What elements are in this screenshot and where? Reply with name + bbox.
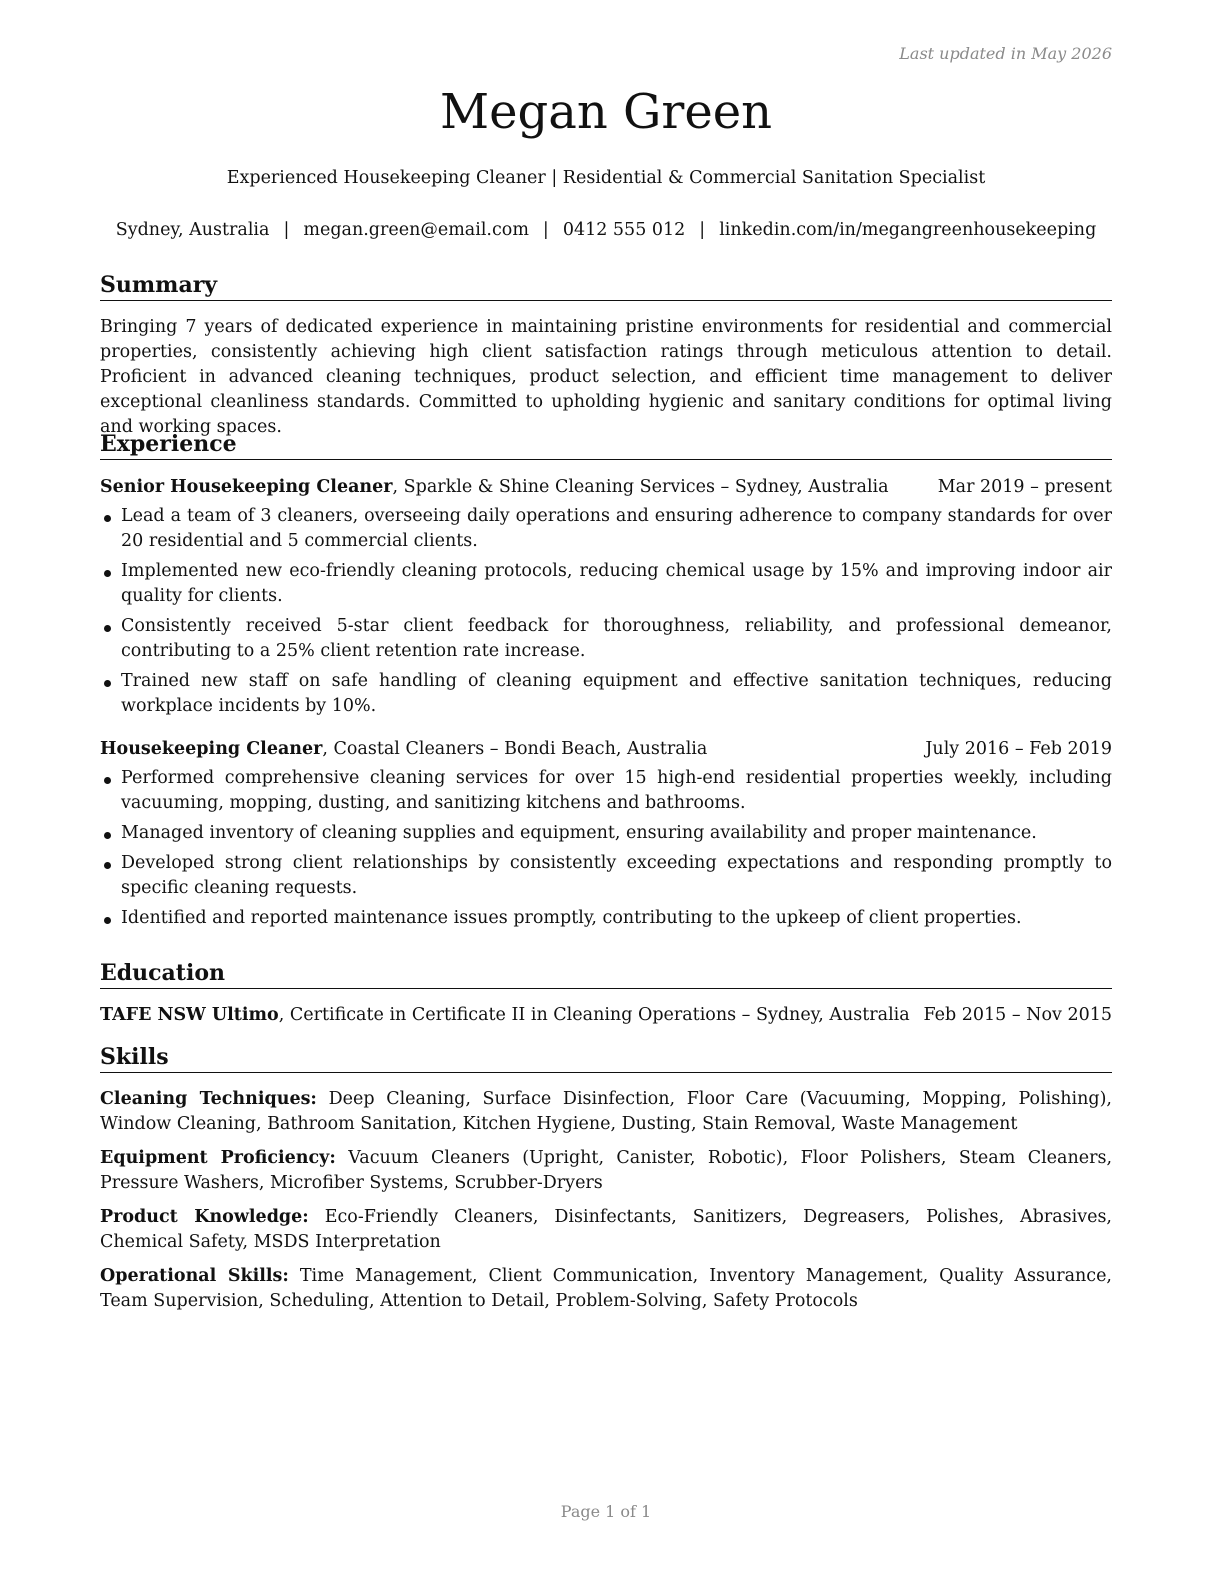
bullet-text: Performed comprehensive cleaning services for over 15 high-end residential properties weekly, including vacuuming, mopping, dusting, and sanitizing kitchens and bathrooms. <box>121 768 1112 813</box>
bullet-item <box>100 766 1112 816</box>
job-header <box>100 737 1112 762</box>
skill-values: Vacuum Cleaners (Upright, Canister, Robotic), Floor Polishers, Steam Cleaners, Pressure Washers, Microfiber Systems, Scrubber-Dryers <box>100 1148 1113 1193</box>
skills-section <box>100 1044 1112 1323</box>
skill-values: Deep Cleaning, Surface Disinfection, Floor Care (Vacuuming, Mopping, Polishing), Window Cleaning, Bathroom Sanitation, Kitchen Hygiene, Dusting, Stain Removal, Waste Management <box>100 1089 1112 1134</box>
bullet-icon <box>104 917 111 924</box>
contact-line <box>80 220 1132 240</box>
skill-category: Equipment Proficiency: <box>100 1148 336 1168</box>
contact-email[interactable]: megan.green@email.com <box>303 220 529 240</box>
job-entry <box>100 737 1112 931</box>
education-school: TAFE NSW Ultimo <box>100 1005 279 1025</box>
bullet-text: Managed inventory of cleaning supplies and equipment, ensuring availability and proper maintenance. <box>121 823 1037 843</box>
section-title-summary: Summary <box>100 272 1112 301</box>
skill-category: Product Knowledge: <box>100 1207 309 1227</box>
contact-phone: 0412 555 012 <box>562 220 686 240</box>
education-detail: , Certificate in Certificate II in Cleaning Operations – Sydney, Australia <box>278 1005 910 1025</box>
experience-section <box>100 431 1112 936</box>
bullet-item <box>100 851 1112 901</box>
bullet-text: Implemented new eco-friendly cleaning protocols, reducing chemical usage by 15% and improving indoor air quality for clients. <box>121 561 1112 606</box>
skill-values: Time Management, Client Communication, Inventory Management, Quality Assurance, Team Supervision, Scheduling, Attention to Detail, Problem-Solving, Safety Protocols <box>100 1266 1112 1311</box>
bullet-item <box>100 559 1112 609</box>
bullet-icon <box>104 515 111 522</box>
bullet-text: Lead a team of 3 cleaners, overseeing daily operations and ensuring adherence to company standards for over 20 residential and 5 commercial clients. <box>121 506 1112 551</box>
page-number: Page 1 of 1 <box>560 1502 652 1521</box>
job-bullets <box>100 504 1112 719</box>
skill-row <box>100 1146 1112 1196</box>
bullet-icon <box>104 680 111 687</box>
skill-category: Operational Skills: <box>100 1266 289 1286</box>
bullet-text: Consistently received 5-star client feedback for thoroughness, reliability, and professional demeanor, contributing to a 25% client retention rate increase. <box>121 616 1112 661</box>
job-org: , Sparkle & Shine Cleaning Services – Sydney, Australia <box>392 477 889 497</box>
bullet-icon <box>104 625 111 632</box>
bullet-icon <box>104 832 111 839</box>
job-org: , Coastal Cleaners – Bondi Beach, Australia <box>322 739 708 759</box>
bullet-icon <box>104 862 111 869</box>
bullet-text: Trained new staff on safe handling of cleaning equipment and effective sanitation techniques, reducing workplace incidents by 10%. <box>121 671 1112 716</box>
bullet-item <box>100 669 1112 719</box>
skill-row <box>100 1087 1112 1137</box>
resume-page <box>100 0 1112 1584</box>
summary-text: Bringing 7 years of dedicated experience in maintaining pristine environments for residential and commercial properties, consistently achieving high client satisfaction ratings through meticulous attention to detail. Proficient in advanced cleaning techniques, product selection, and efficient time management to deliver exceptional cleanliness standards. Committed to upholding hygienic and sanitary conditions for optimal living and working spaces. <box>100 317 1112 437</box>
job-entry <box>100 475 1112 719</box>
bullet-icon <box>104 777 111 784</box>
contact-separator: | <box>542 220 549 240</box>
section-title-skills: Skills <box>100 1044 1112 1073</box>
skill-values: Eco-Friendly Cleaners, Disinfectants, Sanitizers, Degreasers, Polishes, Abrasives, Chemical Safety, MSDS Interpretation <box>100 1207 1112 1252</box>
resume-tagline: Experienced Housekeeping Cleaner | Residential & Commercial Sanitation Specialist <box>226 168 986 188</box>
bullet-item <box>100 614 1112 664</box>
bullet-icon <box>104 570 111 577</box>
education-entry <box>100 1003 1112 1028</box>
education-dates: Feb 2015 – Nov 2015 <box>923 1005 1112 1025</box>
bullet-text: Identified and reported maintenance issues promptly, contributing to the upkeep of client properties. <box>121 908 1022 928</box>
resume-name: Megan Green <box>439 84 773 140</box>
summary-section <box>100 272 1112 440</box>
skill-category: Cleaning Techniques: <box>100 1089 317 1109</box>
bullet-item <box>100 504 1112 554</box>
section-title-education: Education <box>100 960 1112 989</box>
bullet-item <box>100 821 1112 846</box>
skill-row <box>100 1205 1112 1255</box>
contact-separator: | <box>283 220 290 240</box>
job-dates: July 2016 – Feb 2019 <box>925 739 1112 759</box>
job-header <box>100 475 1112 500</box>
job-bullets <box>100 766 1112 931</box>
last-updated: Last updated in May 2026 <box>899 44 1112 63</box>
job-dates: Mar 2019 – present <box>937 477 1112 497</box>
education-section <box>100 960 1112 1028</box>
skill-row <box>100 1264 1112 1314</box>
skills-list <box>100 1087 1112 1314</box>
job-role: Senior Housekeeping Cleaner <box>100 477 393 497</box>
bullet-text: Developed strong client relationships by consistently exceeding expectations and responding promptly to specific cleaning requests. <box>121 853 1112 898</box>
job-role: Housekeeping Cleaner <box>100 739 323 759</box>
section-title-experience: Experience <box>100 431 1112 460</box>
bullet-item <box>100 906 1112 931</box>
contact-linkedin[interactable]: linkedin.com/in/megangreenhousekeeping <box>719 220 1097 240</box>
contact-separator: | <box>699 220 706 240</box>
contact-location: Sydney, Australia <box>115 220 270 240</box>
